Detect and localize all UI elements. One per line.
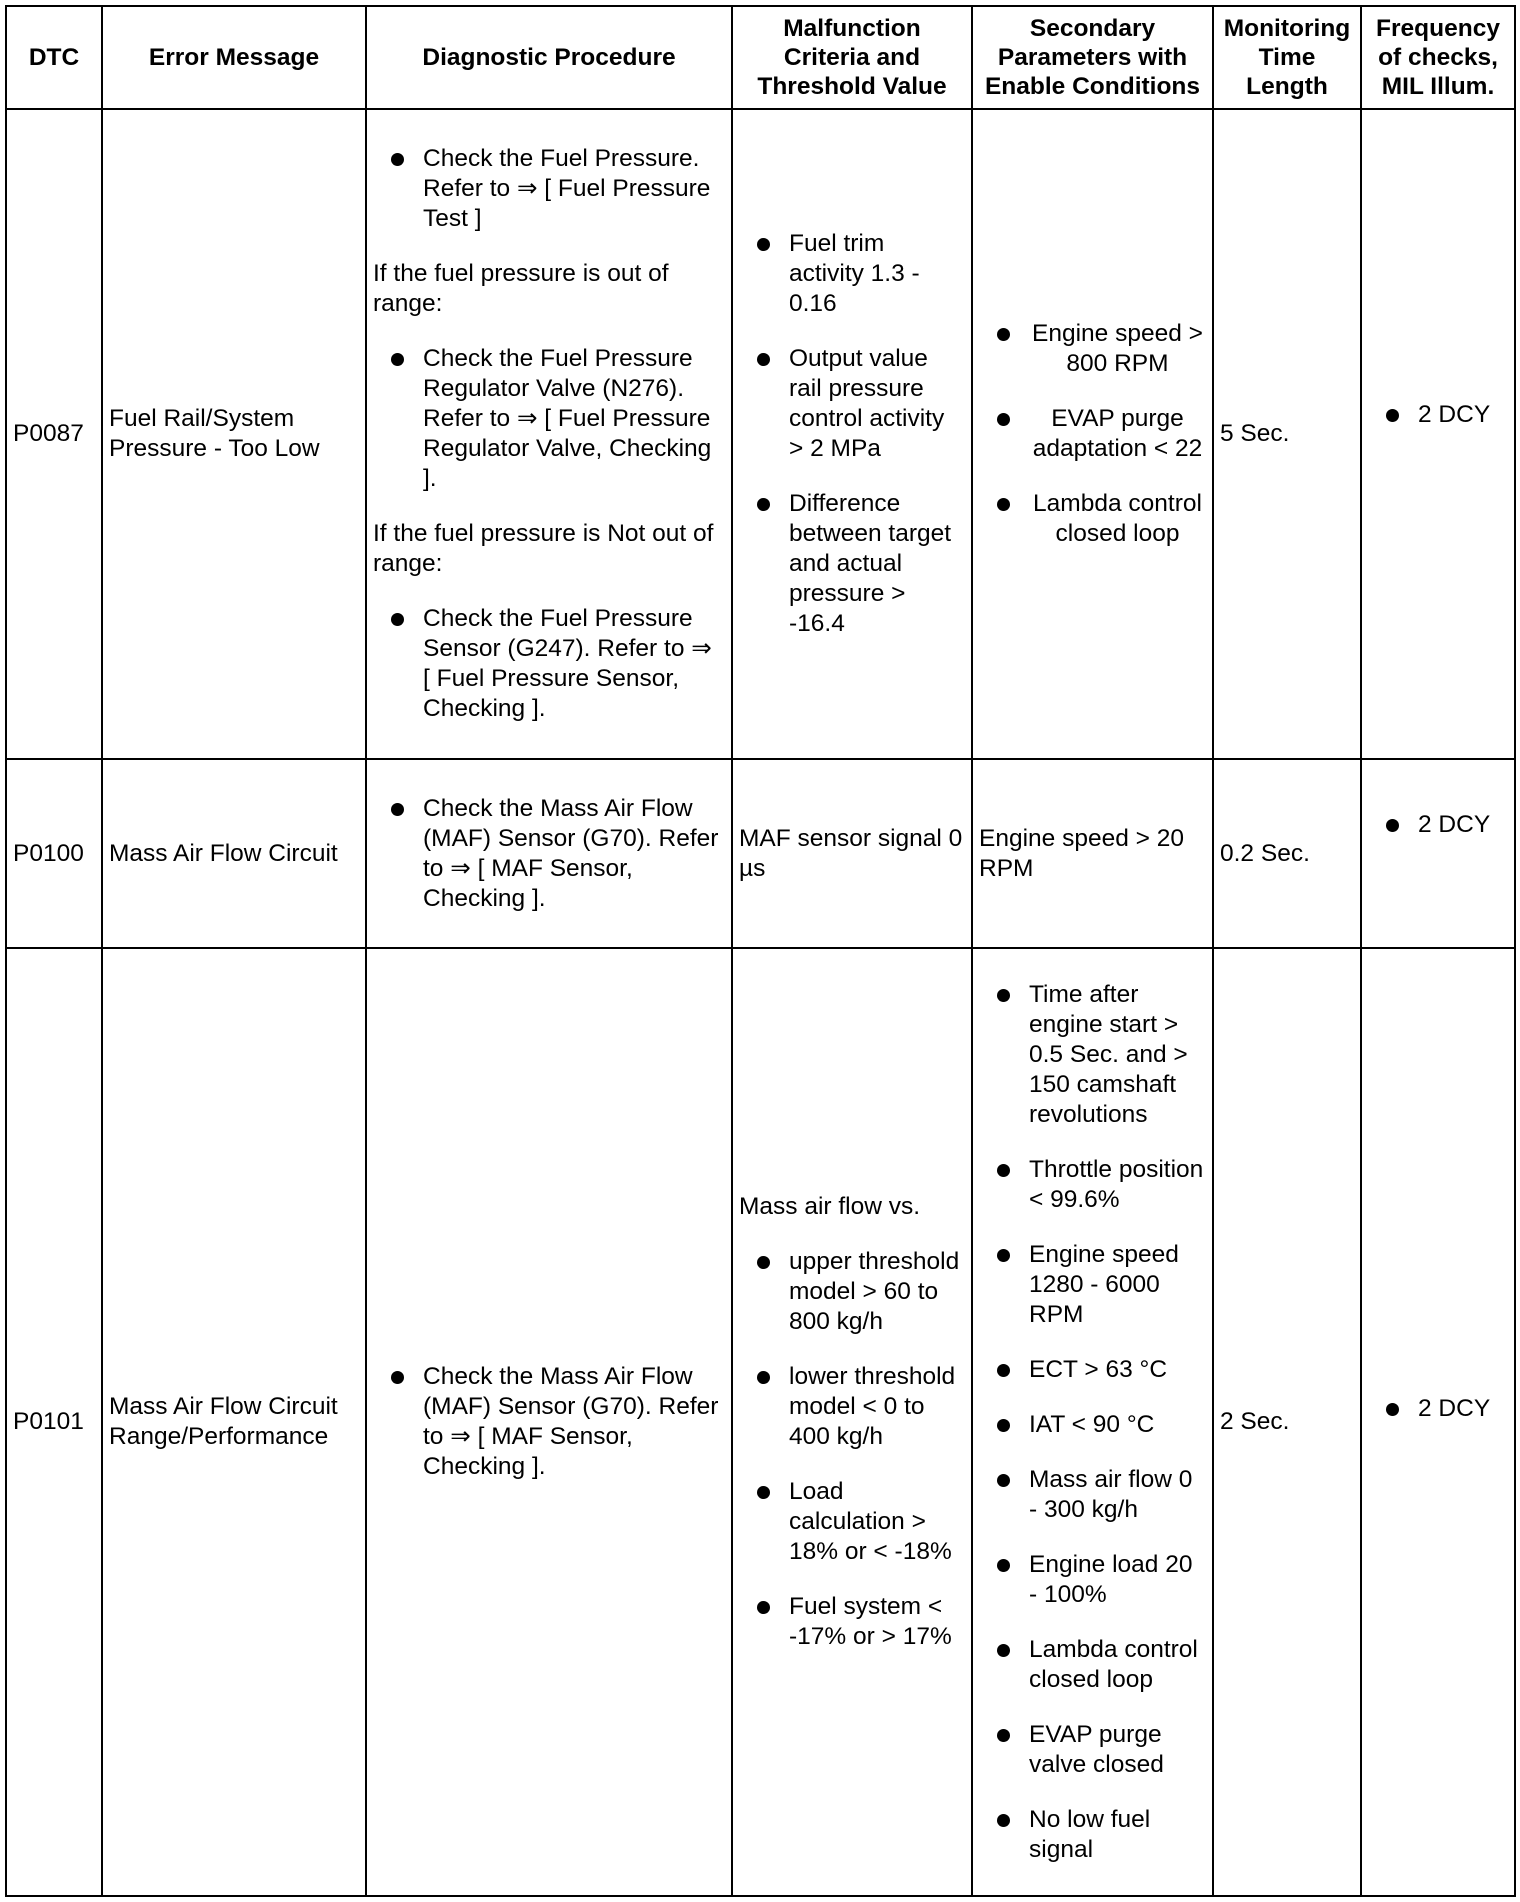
secondary-parameters <box>972 948 1213 1896</box>
malfunction-criteria: MAF sensor signal 0 µs <box>732 759 972 948</box>
frequency-list <box>1368 400 1508 430</box>
diagnostic-procedure <box>366 759 732 948</box>
dtc-code: P0100 <box>6 759 102 948</box>
frequency-item: 2 DCY <box>1368 810 1508 840</box>
procedure-list <box>373 794 725 914</box>
criteria-list <box>739 1247 965 1652</box>
frequency-list <box>1368 1394 1508 1424</box>
header-secondary-parameters: Secondary Parameters with Enable Conditions <box>972 6 1213 109</box>
parameter-item: Engine speed 1280 - 6000 RPM <box>979 1240 1206 1330</box>
parameter-item: Engine load 20 - 100% <box>979 1550 1206 1610</box>
criteria-list <box>739 229 965 639</box>
frequency <box>1361 759 1515 948</box>
malfunction-criteria <box>732 109 972 759</box>
criteria-item: Fuel trim activity 1.3 - 0.16 <box>739 229 965 319</box>
table-row <box>6 109 1515 759</box>
procedure-step: Check the Fuel Pressure. Refer to ⇒ [ Fuel Pressure Test ] <box>373 144 725 234</box>
procedure-list <box>373 1362 725 1482</box>
parameter-item: Lambda control closed loop <box>979 489 1206 549</box>
dtc-table <box>5 5 1516 1897</box>
error-message: Mass Air Flow Circuit <box>102 759 366 948</box>
frequency-item: 2 DCY <box>1368 400 1508 430</box>
parameter-item: Engine speed > 800 RPM <box>979 319 1206 379</box>
parameter-item: IAT < 90 °C <box>979 1410 1206 1440</box>
criteria-item: Output value rail pressure control activity > 2 MPa <box>739 344 965 464</box>
header-monitoring-time: Monitoring Time Length <box>1213 6 1361 109</box>
error-message: Mass Air Flow Circuit Range/Performance <box>102 948 366 1896</box>
diagnostic-procedure <box>366 109 732 759</box>
procedure-list <box>373 604 725 724</box>
malfunction-criteria <box>732 948 972 1896</box>
procedure-condition: If the fuel pressure is out of range: <box>373 260 669 317</box>
monitoring-time: 0.2 Sec. <box>1213 759 1361 948</box>
frequency <box>1361 109 1515 759</box>
frequency-item: 2 DCY <box>1368 1394 1508 1424</box>
procedure-list <box>373 344 725 494</box>
dtc-code: P0101 <box>6 948 102 1896</box>
parameter-item: Lambda control closed loop <box>979 1635 1206 1695</box>
frequency <box>1361 948 1515 1896</box>
parameter-item: No low fuel signal <box>979 1805 1206 1865</box>
monitoring-time: 2 Sec. <box>1213 948 1361 1896</box>
procedure-step: Check the Fuel Pressure Sensor (G247). Refer to ⇒ [ Fuel Pressure Sensor, Checking ]. <box>373 604 725 724</box>
header-error-message: Error Message <box>102 6 366 109</box>
criteria-intro: Mass air flow vs. <box>739 1193 921 1220</box>
parameter-item: Time after engine start > 0.5 Sec. and > 150 camshaft revolutions <box>979 980 1206 1130</box>
parameter-item: EVAP purge valve closed <box>979 1720 1206 1780</box>
header-frequency: Frequency of checks, MIL Illum. <box>1361 6 1515 109</box>
dtc-code: P0087 <box>6 109 102 759</box>
frequency-list <box>1368 810 1508 840</box>
monitoring-time: 5 Sec. <box>1213 109 1361 759</box>
criteria-item: Fuel system < -17% or > 17% <box>739 1592 965 1652</box>
criteria-item: lower threshold model < 0 to 400 kg/h <box>739 1362 965 1452</box>
procedure-step: Check the Mass Air Flow (MAF) Sensor (G70). Refer to ⇒ [ MAF Sensor, Checking ]. <box>373 1362 725 1482</box>
criteria-item: Load calculation > 18% or < -18% <box>739 1477 965 1567</box>
parameter-item: Throttle position < 99.6% <box>979 1155 1206 1215</box>
criteria-item: Difference between target and actual pressure > -16.4 <box>739 489 965 639</box>
table-row <box>6 948 1515 1896</box>
secondary-parameters: Engine speed > 20 RPM <box>972 759 1213 948</box>
header-malfunction-criteria: Malfunction Criteria and Threshold Value <box>732 6 972 109</box>
parameter-list <box>979 319 1206 549</box>
procedure-step: Check the Fuel Pressure Regulator Valve (N276). Refer to ⇒ [ Fuel Pressure Regulator Valve, Checking ]. <box>373 344 725 494</box>
header-diagnostic-procedure: Diagnostic Procedure <box>366 6 732 109</box>
header-dtc: DTC <box>6 6 102 109</box>
diagnostic-procedure <box>366 948 732 1896</box>
procedure-condition: If the fuel pressure is Not out of range: <box>373 520 714 577</box>
criteria-item: upper threshold model > 60 to 800 kg/h <box>739 1247 965 1337</box>
parameter-item: Mass air flow 0 - 300 kg/h <box>979 1465 1206 1525</box>
table-header-row <box>6 6 1515 109</box>
error-message: Fuel Rail/System Pressure - Too Low <box>102 109 366 759</box>
secondary-parameters <box>972 109 1213 759</box>
procedure-step: Check the Mass Air Flow (MAF) Sensor (G70). Refer to ⇒ [ MAF Sensor, Checking ]. <box>373 794 725 914</box>
table-row <box>6 759 1515 948</box>
parameter-item: EVAP purge adaptation < 22 <box>979 404 1206 464</box>
parameter-item: ECT > 63 °C <box>979 1355 1206 1385</box>
procedure-list <box>373 144 725 234</box>
parameter-list <box>979 980 1206 1865</box>
